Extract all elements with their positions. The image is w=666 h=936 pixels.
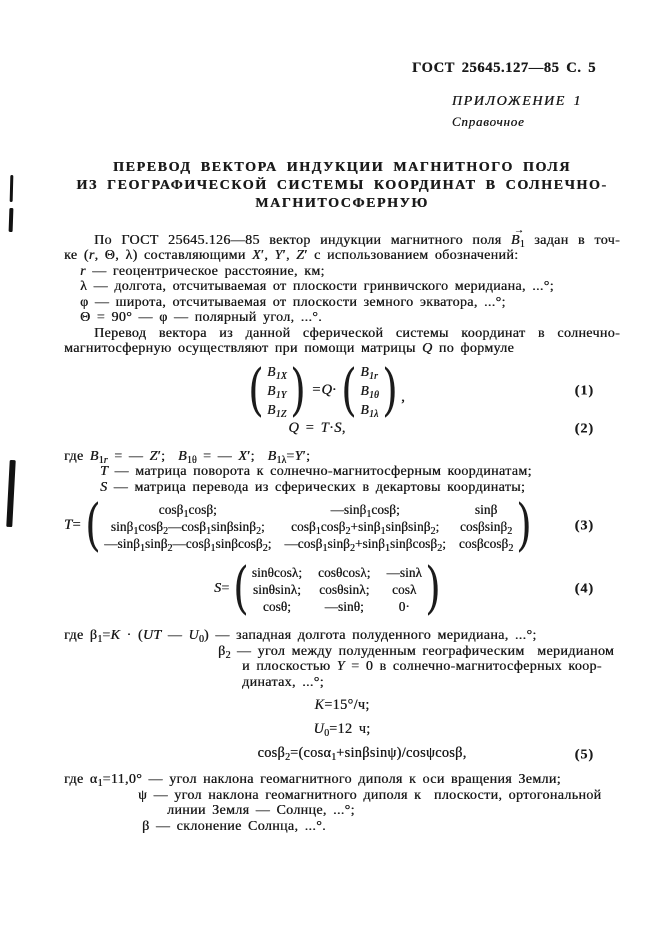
- matrix-cell: —cosβ$_1$sinβ$_2$+sinβ$_1$sinβcosβ$_2$;: [284, 535, 446, 554]
- matrix-cell: 0·: [398, 598, 410, 614]
- vector-Brtl: [360, 362, 378, 419]
- page-header: ГОСТ 25645.127—85 С. 5: [411, 60, 596, 76]
- matrix-cell: cosθsinλ;: [319, 581, 370, 597]
- formula-4: [64, 556, 620, 621]
- where-alpha-block: [64, 772, 620, 834]
- definition-line: Θ = 90° — φ — полярный угол, ...°.: [80, 310, 323, 325]
- K-constant: K=15°/ч;: [314, 697, 370, 713]
- matrix-cell: sinθcosλ;: [251, 564, 303, 580]
- vector-entry: $B_{1X}$: [267, 364, 288, 382]
- equation-number-5: (5): [574, 746, 594, 762]
- paragraph-line: магнитосферную осуществляют при помощи матрицы Q по формуле: [64, 341, 515, 356]
- matrix-cell: —sinβ$_1$cosβ;: [330, 501, 400, 520]
- definition-line: r — геоцентрическое расстояние, км;: [80, 263, 325, 279]
- where-beta-block: [64, 628, 620, 690]
- matrix-cell: cosλ: [392, 581, 417, 597]
- paragraph-line: По ГОСТ 25645.126—85 вектор индукции магнитного поля → $B_1$ задан в точ-: [94, 224, 620, 250]
- matrix-cell: cosθcosλ;: [318, 564, 371, 580]
- scan-ink-mark: [10, 175, 14, 202]
- left-paren: (: [247, 357, 264, 423]
- beta1-definition: где $\beta_1=K \cdot (UT$ — $U_0$) — западная долгота полуденного меридиана, ...°;: [64, 628, 537, 645]
- scan-ink-mark: [9, 208, 13, 232]
- matrix-cell: cosβsinβ$_2$: [459, 518, 513, 537]
- vector-entry: $B_{1\theta}$: [360, 383, 379, 401]
- right-paren: ): [516, 493, 533, 558]
- left-paren: (: [232, 556, 249, 621]
- matrix-T: [104, 501, 513, 552]
- matrix-S: [252, 564, 422, 615]
- matrix-cell: —sinβ$_1$sinβ$_2$—cosβ$_1$sinβcosβ$_2$;: [104, 535, 272, 554]
- annex-block: [452, 94, 582, 130]
- vector-entry: $B_{1r}$: [360, 364, 379, 382]
- right-paren: ): [290, 357, 307, 423]
- matrix-cell: cosβ$_1$cosβ;: [158, 501, 217, 520]
- formula-2: [64, 421, 620, 438]
- formula-1: [64, 357, 620, 423]
- psi-definition-cont: линии Земля — Солнце, ...°;: [167, 803, 355, 818]
- matrix-cell: cosβcosβ$_2$: [458, 535, 514, 554]
- matrix-cell: cosθ;: [262, 598, 291, 614]
- left-paren: (: [341, 357, 358, 423]
- comma: ,: [401, 389, 406, 405]
- annex-label: ПРИЛОЖЕНИЕ 1: [451, 93, 582, 109]
- document-title: [64, 159, 620, 213]
- matrix-cell: sinβ: [474, 501, 498, 517]
- formula-5: [64, 746, 620, 763]
- definition-line: λ — долгота, отсчитываемая от плоскости гринвичского меридиана, ...°;: [80, 279, 554, 294]
- formula-body: cosβ$_2$=(cosα$_1$+sinβsinψ)/cosψcosβ,: [257, 745, 467, 763]
- paragraph-line: Перевод вектора из данной сферической системы координат в солнечно-: [94, 325, 620, 341]
- matrix-cell: —sinθ;: [324, 598, 364, 614]
- matrix-T-lhs: T=: [64, 517, 81, 534]
- beta2-definition-cont: и плоскостью Y = 0 в солнечно-магнитосферных коор-: [242, 659, 602, 674]
- right-paren: ): [425, 556, 442, 621]
- alpha1-definition: где $\alpha_1=11,0^\circ$ — угол наклона геомагнитного диполя к оси вращения Земли;: [64, 772, 561, 789]
- definition-T: T — матрица поворота к солнечно-магнитосферным координатам;: [100, 464, 532, 479]
- equation-number-3: (3): [574, 518, 594, 534]
- scan-ink-mark: [6, 460, 15, 527]
- formula-3: [64, 493, 620, 558]
- paragraph-line: ке (r, Θ, λ) составляющими X′, Y′, Z′ с использованием обозначений:: [64, 248, 519, 263]
- symbol-definitions: [80, 264, 620, 326]
- right-paren: ): [381, 357, 398, 423]
- matrix-cell: —sinλ: [386, 564, 422, 580]
- intro-paragraph: [64, 224, 620, 264]
- title-line: ИЗ ГЕОГРАФИЧЕСКОЙ СИСТЕМЫ КООРДИНАТ В СОЛНЕЧНО-: [76, 177, 608, 193]
- left-paren: (: [85, 493, 102, 558]
- equals-Q-operator: =Q·: [311, 381, 337, 398]
- vector-entry: $B_{1Y}$: [267, 383, 287, 401]
- title-line: ПЕРЕВОД ВЕКТОРА ИНДУКЦИИ МАГНИТНОГО ПОЛЯ: [113, 159, 571, 175]
- matrix-cell: cosβ$_1$cosβ$_2$+sinβ$_1$sinβsinβ$_2$;: [291, 518, 440, 537]
- page-content: [64, 0, 620, 834]
- equation-number-2: (2): [574, 421, 594, 437]
- transform-paragraph: [64, 326, 620, 357]
- matrix-cell: sinθsinλ;: [252, 581, 301, 597]
- beta2-definition-cont: динатах, ...°;: [242, 674, 324, 690]
- vector-Bxyz: [267, 362, 287, 419]
- definition-line: φ — широта, отсчитываемая от плоскости земного экватора, ...°;: [80, 294, 506, 310]
- annex-note: Справочное: [451, 114, 525, 129]
- title-line: МАГНИТОСФЕРНУЮ: [255, 195, 429, 211]
- equation-number-1: (1): [574, 382, 594, 398]
- definition-S: S — матрица перевода из сферических в декартовы координаты;: [100, 479, 526, 495]
- vector-entry: $B_{1\lambda}$: [360, 402, 379, 420]
- equation-number-4: (4): [574, 581, 594, 597]
- vector-entry: $B_{1Z}$: [267, 402, 287, 420]
- formula-body: Q = T·S,: [288, 419, 346, 436]
- U0-constant: $U_0=12$ ч;: [313, 720, 371, 739]
- beta2-definition: $\beta_2$ — угол между полуденным географическим меридианом: [218, 643, 615, 661]
- beta-declination-definition: β — склонение Солнца, ...°.: [142, 818, 326, 834]
- matrix-S-lhs: S=: [214, 581, 230, 597]
- psi-definition: ψ — угол наклона геомагнитного диполя к плоскости, ортогональной: [138, 787, 602, 803]
- where-B-components: где $B_{1r}$ = — Z′; $B_{1\theta}$ = — X′; $B_{1\lambda}=Y'$;: [64, 448, 311, 466]
- matrix-cell: sinβ$_1$cosβ$_2$—cosβ$_1$sinβsinβ$_2$;: [110, 518, 265, 537]
